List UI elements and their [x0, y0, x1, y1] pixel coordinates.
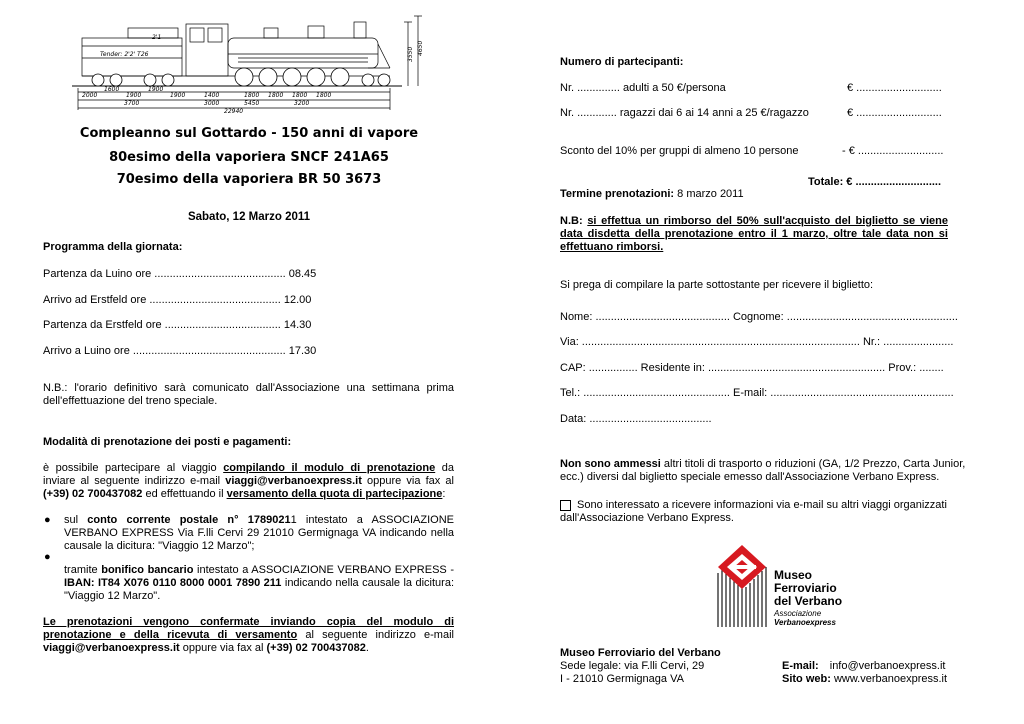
logo-line2: Ferroviario	[774, 581, 837, 595]
bullet-text: tramite	[64, 564, 102, 576]
sconto-row: Sconto del 10% per gruppi di almeno 10 persone	[560, 145, 799, 157]
event-subtitle-2: 70esimo della vaporiera BR 50 3673	[116, 172, 382, 187]
bullet-bonifico	[64, 564, 454, 603]
drawing-dim-total: 22940	[224, 108, 244, 114]
nome-cognome-field[interactable]: Nome: ............................................ Cognome: ........................................................	[560, 311, 958, 323]
logo-line1: Museo	[774, 568, 813, 582]
footer-email-value[interactable]: info@verbanoexpress.it	[829, 660, 946, 672]
nb-label: N.B:	[560, 215, 583, 227]
non-ammessi-bold: Non sono ammessi	[560, 458, 661, 470]
bullet-icon: ●	[44, 551, 51, 563]
schedule-row: Arrivo a Luino ore .................................................. 17.30	[43, 345, 317, 357]
museo-logo-icon	[712, 543, 776, 629]
data-field[interactable]: Data: ........................................	[560, 413, 712, 425]
modulo-link[interactable]: compilando il modulo di prenotazione	[223, 462, 436, 474]
sconto-amount: - € ............................	[842, 145, 944, 157]
modalita-text: da inviare al seguente indirizzo e-mail	[43, 462, 455, 487]
bullet-icon: ●	[44, 514, 51, 526]
cap-field[interactable]: CAP: ................ Residente in: .......................................................... Prov.: ........	[560, 362, 944, 374]
logo-line3: del Verbano	[774, 594, 843, 608]
non-ammessi-text: altri titoli di trasporto o riduzioni (GA, 1/2 Prezzo, Carta Junior, ecc.) diversi dal biglietto speciale emesso dall'Associazione Verbano Express.	[560, 458, 966, 483]
iban: IBAN: IT84 X076 0110 8000 0001 7890 211	[64, 577, 282, 589]
confirm-text: al seguente indirizzo e-mail	[297, 629, 454, 641]
modalita-text: ed effettuando il	[142, 488, 227, 500]
logo-line4: Associazione	[774, 609, 822, 618]
footer-web	[782, 673, 947, 686]
locomotive-drawing-svg	[68, 14, 438, 114]
drawing-dim-row2-3: 5450	[244, 100, 260, 107]
totale-row: Totale: € ............................	[808, 176, 942, 188]
confirm-email[interactable]: viaggi@verbanoexpress.it	[43, 642, 180, 654]
bullet-text: 1 intestato a ASSOCIAZIONE VERBANO EXPRESS Via F.lli Cervi 29 21010 Germignaga VA indicando nella causale la dicitura: "Viaggio 12 Marzo";	[64, 514, 454, 552]
non-ammessi	[560, 458, 968, 484]
ragazzi-row: Nr. ............. ragazzi dai 6 ai 14 anni a 25 €/ragazzo	[560, 107, 809, 119]
termine-row	[560, 188, 744, 201]
drawing-dim-row2-1: 3700	[124, 100, 140, 107]
drawing-dim-height1: 3550	[407, 46, 414, 62]
adulti-row: Nr. .............. adulti a 50 €/persona	[560, 82, 726, 94]
drawing-label-top: 2'1	[152, 34, 162, 41]
event-date: Sabato, 12 Marzo 2011	[187, 211, 311, 223]
drawing-dim-4: 1900	[148, 86, 164, 93]
compile-instruction: Si prega di compilare la parte sottostante per ricevere il biglietto:	[560, 279, 874, 291]
museo-logo	[712, 543, 852, 629]
logo-line5: Verbanoexpress	[774, 618, 836, 627]
booking-fax: (+39) 02 700437082	[43, 488, 143, 500]
drawing-dim-2: 1600	[104, 86, 120, 93]
modalita-text: oppure via fax al	[361, 475, 454, 487]
nb-orario: N.B.: l'orario definitivo sarà comunicato dall'Associazione una settimana prima dell'effettuazione del treno speciale.	[43, 382, 454, 407]
interessato-text: Sono interessato a ricevere informazioni via e-mail su altri viaggi organizzati dall'Associazione Verbano Express.	[560, 499, 947, 524]
schedule-row: Arrivo ad Erstfeld ore ........................................... 12.00	[43, 294, 312, 306]
modalita-heading: Modalità di prenotazione dei posti e pagamenti:	[43, 436, 292, 448]
drawing-dim-row2-4: 3200	[294, 100, 310, 107]
bullet-postale	[64, 514, 454, 553]
confirm-text: oppure via fax al	[179, 642, 267, 654]
drawing-dim-10: 1800	[316, 92, 332, 99]
bullet-text: intestato a ASSOCIAZIONE VERBANO EXPRESS -	[193, 564, 454, 576]
modalita-text: :	[442, 488, 446, 500]
bullet-text: sul	[64, 514, 88, 526]
versamento-link[interactable]: versamento della quota di partecipazione	[226, 488, 443, 500]
drawing-dim-8: 1800	[268, 92, 284, 99]
drawing-dim-6: 1400	[204, 92, 220, 99]
via-field[interactable]: Via: ........................................................................................... Nr.: .......................	[560, 336, 954, 348]
ragazzi-amount: € ............................	[847, 107, 942, 119]
locomotive-drawing	[68, 14, 438, 114]
footer-sede: Sede legale: via F.lli Cervi, 29	[560, 660, 705, 672]
drawing-dim-7: 1800	[244, 92, 260, 99]
programma-heading: Programma della giornata:	[43, 241, 183, 253]
nb-text: si effettua un rimborso del 50% sull'acquisto del biglietto se viene data disdetta della prenotazione entro il 1 marzo, oltre tale data non si effettuano rimborsi.	[560, 215, 948, 253]
confirm-paragraph	[43, 616, 454, 655]
drawing-dim-9: 1800	[292, 92, 308, 99]
confirm-fax: (+39) 02 700437082	[266, 642, 366, 654]
footer-email-label: E-mail:	[782, 660, 819, 672]
footer-org: Museo Ferroviario del Verbano	[560, 647, 721, 659]
event-subtitle-1: 80esimo della vaporiera SNCF 241A65	[109, 150, 389, 165]
footer-web-value[interactable]: www.verbanoexpress.it	[833, 673, 948, 685]
adulti-amount: € ............................	[847, 82, 942, 94]
termine-label: Termine prenotazioni:	[560, 188, 675, 200]
confirm-underlined: Le prenotazioni vengono confermate inviando copia del modulo di prenotazione e della ricevuta di versamento	[43, 616, 454, 641]
schedule-row: Partenza da Erstfeld ore ...................................... 14.30	[43, 319, 312, 331]
nb-rimborso	[560, 215, 948, 254]
drawing-dim-5: 1900	[170, 92, 186, 99]
termine-value: 8 marzo 2011	[674, 188, 744, 200]
drawing-dim-1: 2000	[82, 92, 98, 99]
conto-postale: conto corrente postale n° 1789021	[87, 514, 291, 526]
bonifico-label: bonifico bancario	[101, 564, 194, 576]
tel-email-field[interactable]: Tel.: ................................................ E-mail: ............................................................	[560, 387, 954, 399]
drawing-label-tender: Tender: 2'2' T26	[100, 51, 149, 58]
drawing-dim-3: 1900	[126, 92, 142, 99]
modalita-paragraph	[43, 462, 454, 501]
footer-web-label: Sito web:	[782, 673, 831, 685]
schedule-row: Partenza da Luino ore ........................................... 08.45	[43, 268, 317, 280]
footer-email	[782, 660, 945, 673]
event-title: Compleanno sul Gottardo - 150 anni di vapore	[79, 126, 419, 141]
booking-email[interactable]: viaggi@verbanoexpress.it	[225, 475, 362, 487]
confirm-text: .	[365, 642, 369, 654]
footer-city: I - 21010 Germignaga VA	[560, 673, 684, 685]
partecipanti-heading: Numero di partecipanti:	[560, 56, 684, 68]
drawing-dim-row2-2: 3000	[204, 100, 220, 107]
bullet-text: indicando nella causale la dicitura: "Viaggio 12 Marzo".	[64, 577, 454, 602]
drawing-dim-height2: 4650	[417, 40, 424, 56]
modalita-text: è possibile partecipare al viaggio	[43, 462, 224, 474]
